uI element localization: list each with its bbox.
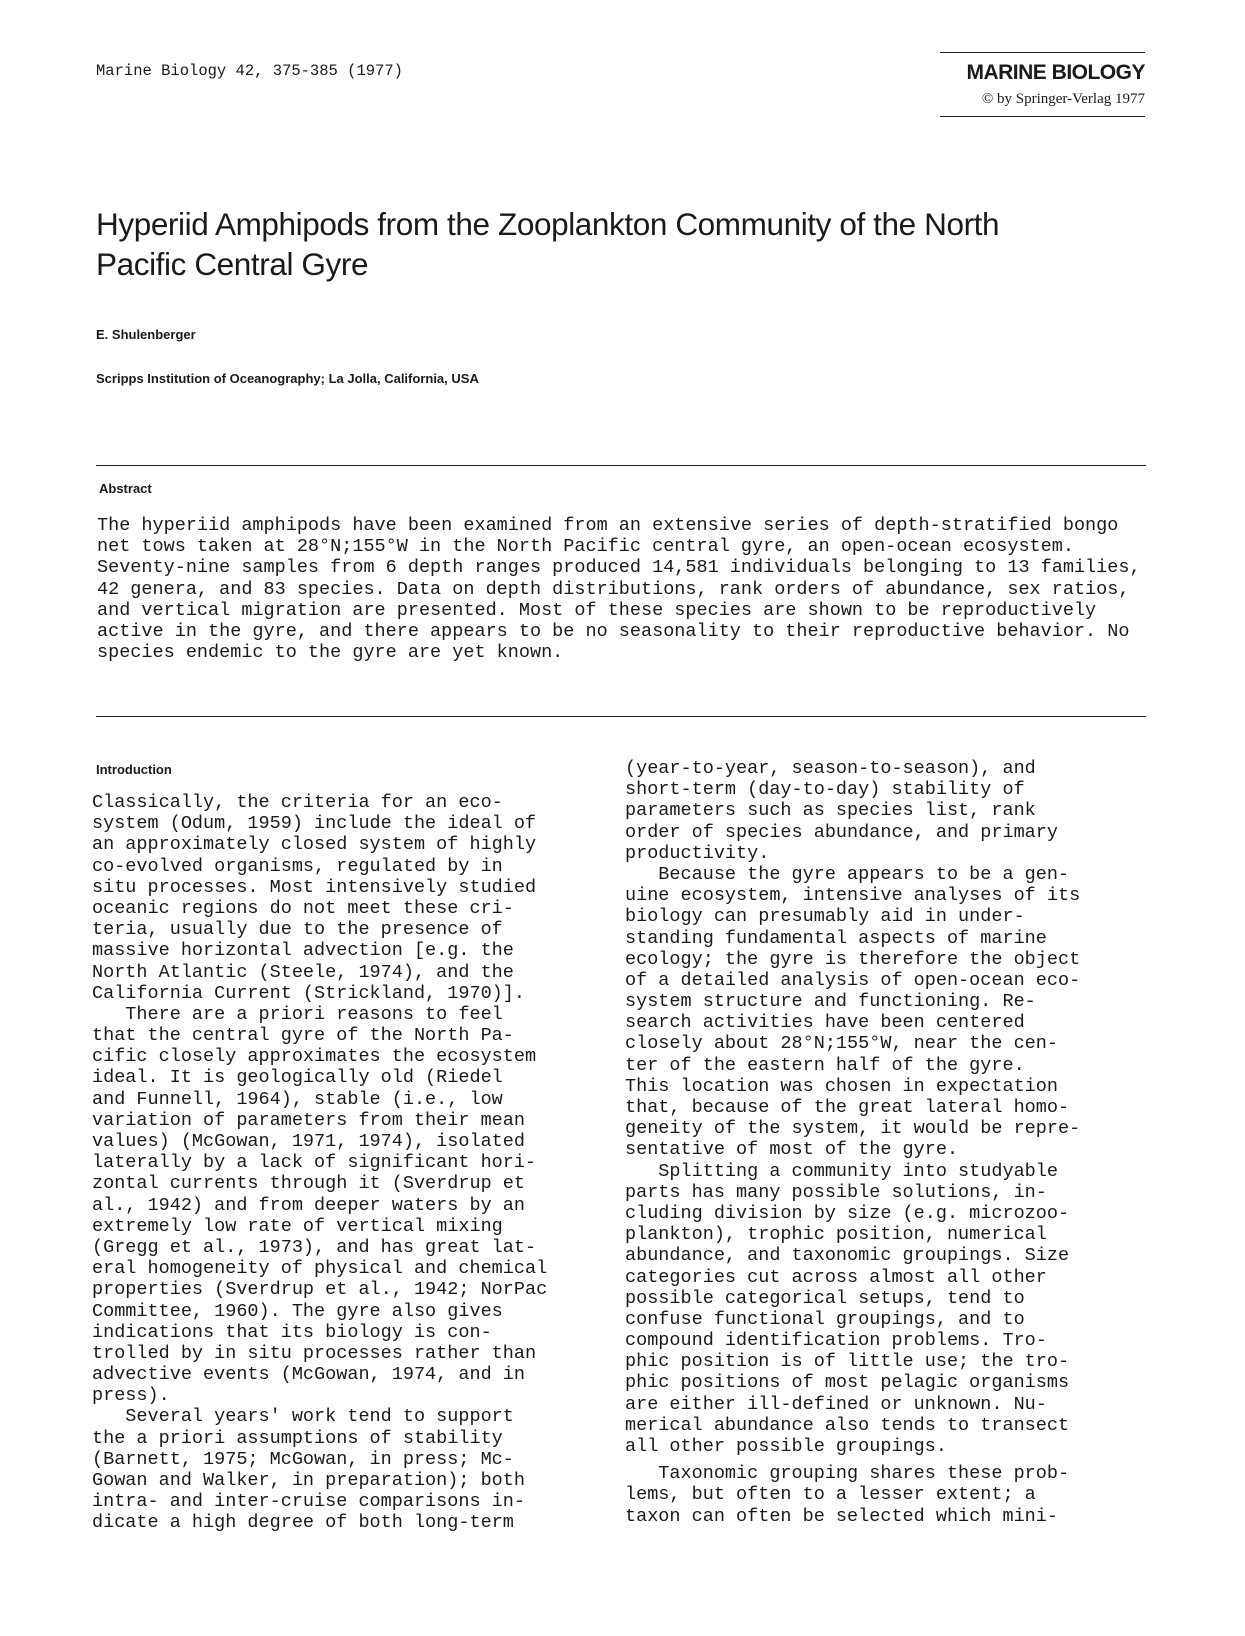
article-title: Hyperiid Amphipods from the Zooplankton Community of the North Pacific Central Gyre xyxy=(96,206,1000,282)
abstract-heading: Abstract xyxy=(99,481,152,496)
text-line: eral homogeneity of physical and chemical xyxy=(92,1258,548,1280)
left-column-body xyxy=(92,792,612,1534)
text-line: press). xyxy=(92,1385,170,1407)
text-line: sentative of most of the gyre. xyxy=(625,1139,959,1161)
text-line: that the central gyre of the North Pa- xyxy=(92,1025,514,1047)
text-line: phic position is of little use; the tro- xyxy=(625,1351,1070,1373)
text-line: taxon can often be selected which mini- xyxy=(625,1505,1058,1527)
text-line: system (Odum, 1959) include the ideal of xyxy=(92,813,537,835)
text-line: lems, but often to a lesser extent; a xyxy=(625,1484,1036,1506)
text-line: Gowan and Walker, in preparation); both xyxy=(92,1470,525,1491)
text-line: all other possible groupings. xyxy=(625,1436,947,1457)
abstract-text: The hyperiid amphipods have been examined from an extensive series of depth-stratified bongo net tows taken at 28°N;155°W in the North Pacific central gyre, an open-ocean ecosystem. Seventy-nine samples from 6 depth ranges produced 14,581 individuals belonging to 13 families, 42 genera, and 83 species. Data on depth distributions, rank orders of abundance, sex ratios, and vertical migration are presented. Most of these species are shown to be reproductively active in the gyre, and there appears to be no seasonality to their reproductive behavior. No species endemic to the gyre are yet known. xyxy=(97,515,1141,664)
text-line: cluding division by size (e.g. microzoo- xyxy=(625,1202,1070,1224)
text-line: search activities have been centered xyxy=(625,1012,1025,1034)
text-line: productivity. xyxy=(625,842,770,864)
text-line: oceanic regions do not meet these cri- xyxy=(92,897,514,919)
text-line: massive horizontal advection [e.g. the xyxy=(92,940,514,962)
text-line: intra- and inter-cruise comparisons in- xyxy=(92,1491,525,1513)
text-line: properties (Sverdrup et al., 1942; NorPac xyxy=(92,1279,548,1301)
text-line: (Gregg et al., 1973), and has great lat- xyxy=(92,1236,537,1258)
journal-masthead xyxy=(940,52,1145,117)
introduction-heading: Introduction xyxy=(96,762,172,777)
text-line: co-evolved organisms, regulated by in xyxy=(92,855,503,877)
text-line: and Funnell, 1964), stable (i.e., low xyxy=(92,1088,503,1110)
text-line: phic positions of most pelagic organisms xyxy=(625,1372,1070,1394)
text-line: plankton), trophic position, numerical xyxy=(625,1224,1047,1246)
text-line: closely about 28°N;155°W, near the cen- xyxy=(625,1033,1058,1055)
text-line: biology can presumably aid in under- xyxy=(625,906,1025,928)
text-line: laterally by a lack of significant hori- xyxy=(92,1152,537,1174)
text-line: Taxonomic grouping shares these prob- xyxy=(625,1463,1070,1485)
text-line: California Current (Strickland, 1970)]. xyxy=(92,982,525,1004)
text-line: possible categorical setups, tend to xyxy=(625,1287,1025,1309)
text-line: (year-to-year, season-to-season), and xyxy=(625,758,1036,779)
text-line: an approximately closed system of highly xyxy=(92,834,537,856)
text-line: al., 1942) and from deeper waters by an xyxy=(92,1194,525,1216)
text-line: are either ill-defined or unknown. Nu- xyxy=(625,1393,1047,1415)
text-line: merical abundance also tends to transect xyxy=(625,1414,1070,1436)
journal-name: MARINE BIOLOGY xyxy=(966,61,1145,84)
text-line: the a priori assumptions of stability xyxy=(92,1427,503,1449)
text-line: Committee, 1960). The gyre also gives xyxy=(92,1300,503,1322)
text-line: confuse functional groupings, and to xyxy=(625,1308,1025,1330)
text-line: parts has many possible solutions, in- xyxy=(625,1181,1047,1203)
text-line: North Atlantic (Steele, 1974), and the xyxy=(92,961,514,983)
text-line: order of species abundance, and primary xyxy=(625,821,1058,843)
text-line: standing fundamental aspects of marine xyxy=(625,927,1047,949)
text-line: This location was chosen in expectation xyxy=(625,1075,1058,1097)
text-line: compound identification problems. Tro- xyxy=(625,1330,1047,1352)
text-line: short-term (day-to-day) stability of xyxy=(625,779,1025,801)
text-line: dicate a high degree of both long-term xyxy=(92,1512,514,1534)
text-line: Classically, the criteria for an eco- xyxy=(92,792,503,813)
text-line: geneity of the system, it would be repre- xyxy=(625,1118,1081,1140)
text-line: indications that its biology is con- xyxy=(92,1321,492,1343)
journal-citation: Marine Biology 42, 375-385 (1977) xyxy=(96,62,403,80)
text-line: extremely low rate of vertical mixing xyxy=(92,1215,503,1237)
text-line: Several years' work tend to support xyxy=(92,1406,514,1428)
text-line: parameters such as species list, rank xyxy=(625,800,1036,822)
abstract-bottom-rule xyxy=(96,716,1146,717)
text-line: trolled by in situ processes rather than xyxy=(92,1342,537,1364)
copyright-notice: © by Springer-Verlag 1977 xyxy=(981,91,1145,107)
text-line: abundance, and taxonomic groupings. Size xyxy=(625,1245,1070,1267)
text-line: Because the gyre appears to be a gen- xyxy=(625,863,1070,885)
right-column-body xyxy=(625,758,1150,1527)
text-line: There are a priori reasons to feel xyxy=(92,1003,503,1025)
text-line: ideal. It is geologically old (Riedel xyxy=(92,1067,503,1089)
text-line: system structure and functioning. Re- xyxy=(625,991,1036,1013)
author-name: E. Shulenberger xyxy=(96,327,196,342)
text-line: (Barnett, 1975; McGowan, in press; Mc- xyxy=(92,1448,514,1470)
text-line: zontal currents through it (Sverdrup et xyxy=(92,1173,525,1195)
text-line: ter of the eastern half of the gyre. xyxy=(625,1054,1025,1076)
text-line: Splitting a community into studyable xyxy=(625,1160,1058,1182)
text-line: uine ecosystem, intensive analyses of its xyxy=(625,885,1081,907)
text-line: that, because of the great lateral homo- xyxy=(625,1097,1070,1118)
author-affiliation: Scripps Institution of Oceanography; La Jolla, California, USA xyxy=(96,371,479,386)
abstract-top-rule xyxy=(96,465,1146,466)
text-line: situ processes. Most intensively studied xyxy=(92,876,537,898)
text-line: advective events (McGowan, 1974, and in xyxy=(92,1364,525,1386)
text-line: teria, usually due to the presence of xyxy=(92,919,503,941)
text-line: categories cut across almost all other xyxy=(625,1266,1047,1288)
text-line: ecology; the gyre is therefore the object xyxy=(625,948,1081,970)
text-line: variation of parameters from their mean xyxy=(92,1109,525,1131)
text-line: cific closely approximates the ecosystem xyxy=(92,1046,537,1068)
text-line: of a detailed analysis of open-ocean eco- xyxy=(625,969,1081,991)
text-line: values) (McGowan, 1971, 1974), isolated xyxy=(92,1131,525,1152)
